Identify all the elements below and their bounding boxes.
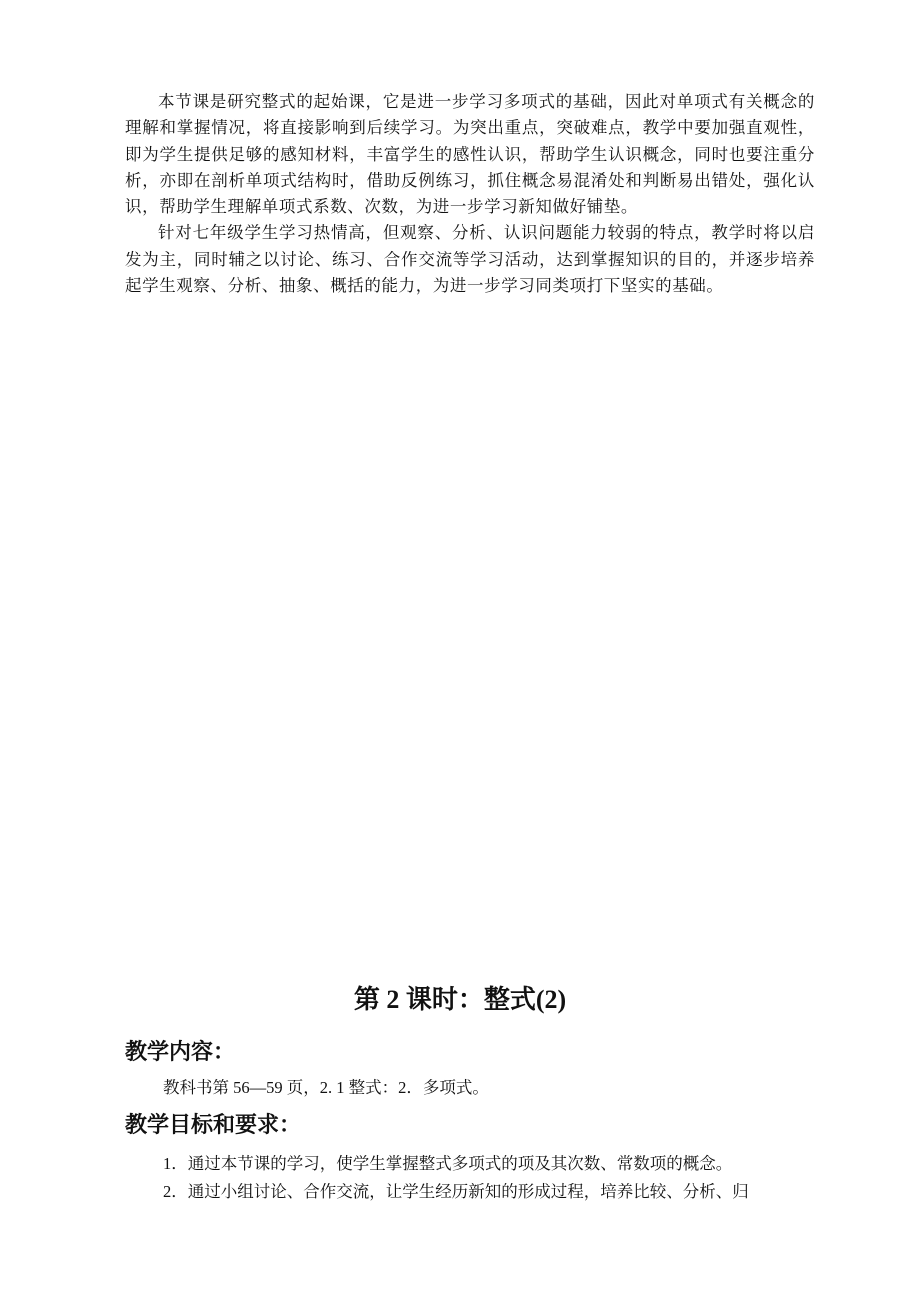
intro-paragraph-2: 针对七年级学生学习热情高，但观察、分析、认识问题能力较弱的特点，教学时将以启发为主，同时辅之以讨论、练习、合作交流等学习活动，达到掌握知识的目的，并逐步培养起学生观察、分析、抽象、概括的能力，为进一步学习同类项打下坚实的基础。 (125, 223, 815, 296)
teaching-content-text: 教科书第 56—59 页，2. 1 整式：2．多项式。 (163, 1078, 489, 1097)
teaching-content-heading: 教学内容： (125, 1039, 236, 1064)
teaching-goal-item: 1．通过本节课的学习，使学生掌握整式多项式的项及其次数、常数项的概念。 (163, 1154, 733, 1173)
intro-section (125, 89, 815, 299)
intro-paragraph-1: 本节课是研究整式的起始课，它是进一步学习多项式的基础，因此对单项式有关概念的理解和掌握情况，将直接影响到后续学习。为突出重点，突破难点，教学中要加强直观性，即为学生提供足够的感知材料，丰富学生的感性认识，帮助学生认识概念，同时也要注重分析，亦即在剖析单项式结构时，借助反例练习，抓住概念易混淆处和判断易出错处，强化认识，帮助学生理解单项式系数、次数，为进一步学习新知做好铺垫。 (125, 92, 815, 217)
lesson-title: 第 2 课时：整式(2) (353, 985, 567, 1014)
teaching-goals-heading: 教学目标和要求： (125, 1112, 302, 1137)
teaching-goal-item: 2．通过小组讨论、合作交流，让学生经历新知的形成过程，培养比较、分析、归 (163, 1182, 749, 1201)
